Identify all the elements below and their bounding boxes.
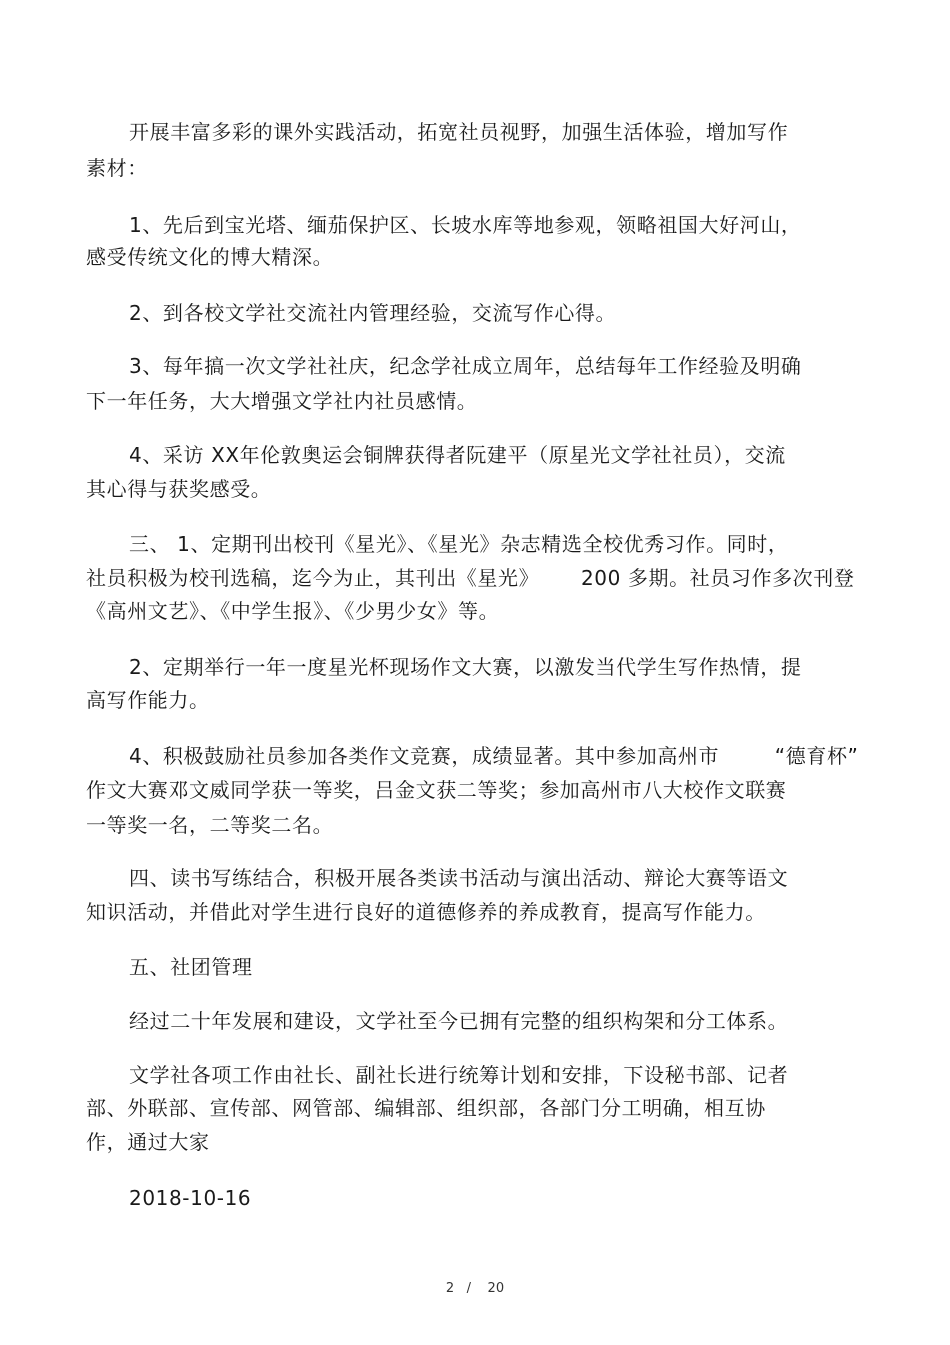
text-line: 1、先后到宝光塔、缅茄保护区、长坡水库等地参观，领略祖国大好河山， xyxy=(129,213,802,237)
text-line: 4、采访 XX年伦敦奥运会铜牌获得者阮建平（原星光文学社社员），交流 xyxy=(129,443,786,467)
text-line: 五、社团管理 xyxy=(129,955,253,979)
text-line: 4、积极鼓励社员参加各类作文竞赛，成绩显著。其中参加高州市 “德育杯” xyxy=(129,744,859,768)
text-line: 开展丰富多彩的课外实践活动，拓宽社员视野，加强生活体验，增加写作 xyxy=(129,120,789,144)
text-line: 四、读书写练结合，积极开展各类读书活动与演出活动、辩论大赛等语文 xyxy=(129,866,789,890)
text-line: 《高州文艺》、《中学生报》、《少男少女》等。 xyxy=(86,599,500,623)
page-current: 2 xyxy=(445,1281,455,1296)
text-line: 素材： xyxy=(86,156,148,180)
text-line: 下一年任务，大大增强文学社内社员感情。 xyxy=(86,389,478,413)
text-line: 社员积极为校刊选稿，迄今为止，其刊出《星光》 200 多期。社员习作多次刊登 xyxy=(86,566,855,590)
text-line: 3、每年搞一次文学社社庆，纪念学社成立周年，总结每年工作经验及明确 xyxy=(129,354,802,378)
text-line: 知识活动，并借此对学生进行良好的道德修养的养成教育，提高写作能力。 xyxy=(86,900,766,924)
text-line: 高写作能力。 xyxy=(86,688,210,712)
page-number-footer xyxy=(0,1281,950,1297)
text-line: 作，通过大家 xyxy=(86,1130,210,1154)
text-line: 三、 1、定期刊出校刊《星光》、《星光》杂志精选全校优秀习作。同时， xyxy=(129,532,789,556)
text-line: 部、外联部、宣传部、网管部、编辑部、组织部，各部门分工明确，相互协 xyxy=(86,1096,766,1120)
page-separator: / xyxy=(466,1281,471,1296)
text-line: 作文大赛邓文威同学获一等奖，吕金文获二等奖；参加高州市八大校作文联赛 xyxy=(86,778,787,802)
page-total: 20 xyxy=(487,1281,505,1296)
text-line: 其心得与获奖感受。 xyxy=(86,477,272,501)
document-date: 2018-10-16 xyxy=(129,1186,252,1210)
text-line: 一等奖一名，二等奖二名。 xyxy=(86,813,334,837)
text-line: 经过二十年发展和建设，文学社至今已拥有完整的组织构架和分工体系。 xyxy=(129,1009,789,1033)
text-line: 感受传统文化的博大精深。 xyxy=(86,245,334,269)
text-line: 2、到各校文学社交流社内管理经验，交流写作心得。 xyxy=(129,301,617,325)
text-line: 文学社各项工作由社长、副社长进行统筹计划和安排，下设秘书部、记者 xyxy=(129,1063,789,1087)
text-line: 2、定期举行一年一度星光杯现场作文大赛，以激发当代学生写作热情，提 xyxy=(129,655,802,679)
